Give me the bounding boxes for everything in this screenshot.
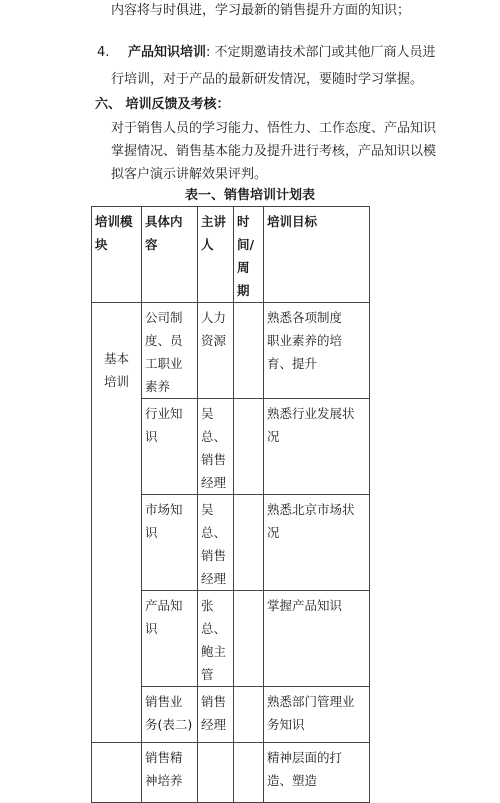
goal-cell: 熟悉行业发展状况 bbox=[264, 399, 370, 495]
table-row bbox=[92, 743, 370, 803]
period-cell bbox=[234, 399, 264, 495]
table-header-row bbox=[92, 207, 370, 303]
content-cell: 行业知识 bbox=[142, 399, 198, 495]
module-cell-empty bbox=[92, 743, 142, 803]
item-4-text: : 不定期邀请技术部门或其他厂商人员进 bbox=[206, 45, 436, 60]
period-cell bbox=[234, 591, 264, 687]
section-6-para-line-3: 拟客户演示讲解效果评判。 bbox=[111, 167, 268, 182]
lecturer-cell: 吴总、销售经理 bbox=[198, 495, 234, 591]
header-period: 时间/周期 bbox=[234, 207, 264, 303]
header-module: 培训模块 bbox=[92, 207, 142, 303]
training-plan-table bbox=[91, 206, 370, 803]
section-6-para-line-2: 掌握情况、销售基本能力及提升进行考核，产品知识以模 bbox=[111, 144, 437, 159]
intro-line-1: 内容将与时俱进，学习最新的销售提升方面的知识； bbox=[111, 3, 411, 18]
lecturer-cell: 张总、鲍主管 bbox=[198, 591, 234, 687]
table-row bbox=[92, 303, 370, 399]
period-cell bbox=[234, 303, 264, 399]
item-4-number: 4. bbox=[97, 45, 110, 60]
item-4-first-line bbox=[128, 44, 436, 62]
goal-cell: 掌握产品知识 bbox=[264, 591, 370, 687]
content-cell: 销售业务(表二) bbox=[142, 687, 198, 743]
period-cell bbox=[234, 687, 264, 743]
content-cell: 公司制度、员工职业素养 bbox=[142, 303, 198, 399]
goal-cell: 熟悉部门管理业务知识 bbox=[264, 687, 370, 743]
header-lecturer: 主讲人 bbox=[198, 207, 234, 303]
content-cell: 市场知识 bbox=[142, 495, 198, 591]
period-cell bbox=[234, 743, 264, 803]
lecturer-cell bbox=[198, 743, 234, 803]
table-caption: 表一、销售培训计划表 bbox=[184, 188, 315, 203]
lecturer-cell: 吴总、销售经理 bbox=[198, 399, 234, 495]
lecturer-cell: 销售经理 bbox=[198, 687, 234, 743]
content-cell: 销售精神培养 bbox=[142, 743, 198, 803]
content-cell: 产品知识 bbox=[142, 591, 198, 687]
item-4-second-line: 行培训，对于产品的最新研发情况，要随时学习掌握。 bbox=[111, 72, 424, 87]
goal-cell: 熟悉各项制度 职业素养的培育、提升 bbox=[264, 303, 370, 399]
header-content: 具体内容 bbox=[142, 207, 198, 303]
period-cell bbox=[234, 495, 264, 591]
goal-cell: 熟悉北京市场状况 bbox=[264, 495, 370, 591]
header-goal: 培训目标 bbox=[264, 207, 370, 303]
section-6-para-line-1: 对于销售人员的学习能力、悟性力、工作态度、产品知识 bbox=[111, 121, 437, 136]
item-4-title: 产品知识培训 bbox=[128, 45, 207, 60]
goal-cell: 精神层面的打造、塑造 bbox=[264, 743, 370, 803]
section-6-heading: 六、 培训反馈及考核： bbox=[95, 97, 230, 112]
lecturer-cell: 人力资源 bbox=[198, 303, 234, 399]
module-cell: 基本 培训 bbox=[92, 303, 142, 743]
